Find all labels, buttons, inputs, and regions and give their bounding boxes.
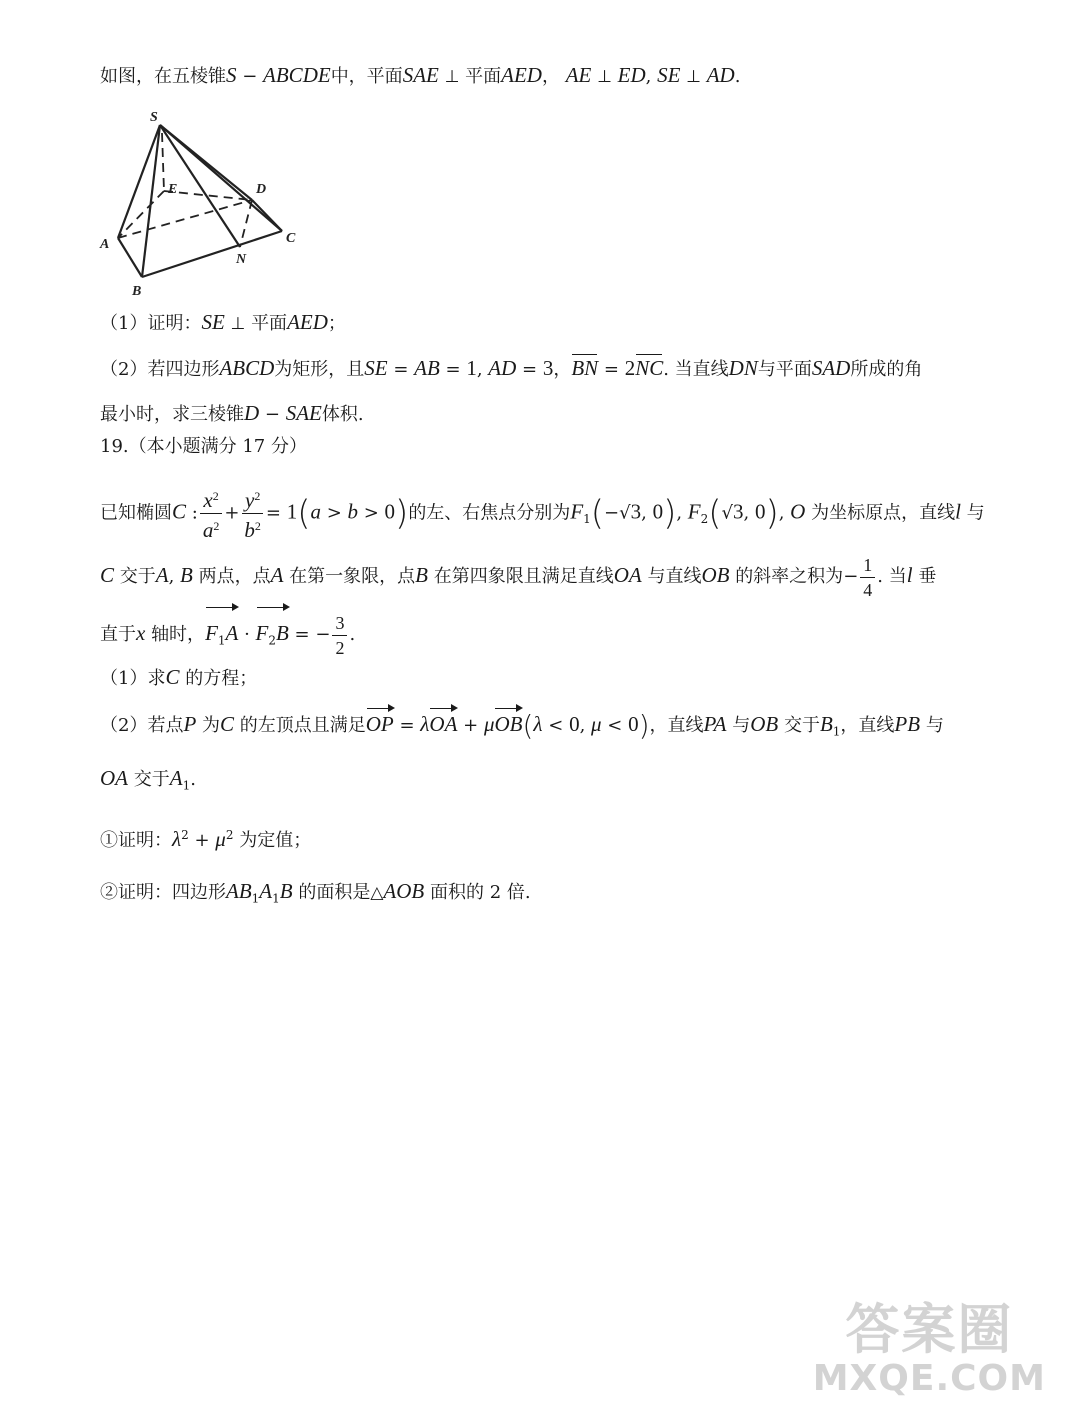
q19-part1: （1）求C 的方程；: [100, 665, 258, 689]
label-A: A: [100, 237, 110, 252]
q19-line1: 已知椭圆C : $\frac{x^2}{a^2}$ + $\frac{y^2}{b^2}$ = 1(a > b > 0)的左、右焦点分别为$F_1(-√3$, 0), $F_2(√3$, 0), O 为坐标原点，直线l 与: [100, 484, 982, 543]
q18-part2: （2）若四边形ABCD为矩形，且SE = AB = 1, AD = 3，BN = 2NC. 当直线DN与平面SAD所成的角: [100, 355, 982, 383]
watermark-logo: 答案圈: [845, 1298, 1014, 1361]
q19-sub2: ②证明：四边形$AB_1A_1B$ 的面积是△AOB 面积的 2 倍.: [100, 879, 531, 906]
q19-line3: 直于x 轴时，$F_1A \cdot F_2B$ = − $\frac{3}{2}$ .: [100, 608, 355, 666]
q18-part1: （1）证明：SE ⊥ 平面AED；: [100, 310, 346, 334]
q19-line2: C 交于A, B 两点，点A 在第一象限，点B 在第四象限且满足直线OA 与直线OB 的斜率之积为− $\frac{1}{4}$ . 当l 垂: [100, 554, 937, 600]
label-E: E: [168, 182, 178, 197]
label-S: S: [150, 110, 158, 125]
label-N: N: [236, 252, 247, 267]
q19-part2: （2）若点P 为C 的左顶点且满足OP = λOA + μOB(λ < 0, μ < 0)，直线PA 与OB 交于$B_1$，直线PB 与: [100, 709, 944, 742]
pyramid-figure: [90, 105, 310, 300]
watermark: [812, 1298, 1046, 1399]
q19-part2-cont: OA 交于$A_1$.: [100, 766, 196, 793]
q18-part2-cont: 最小时，求三棱锥D − SAE体积.: [100, 401, 364, 425]
watermark-url: MXQE.COM: [812, 1358, 1046, 1399]
label-C: C: [286, 231, 296, 246]
q19-title: 19.（本小题满分 17 分）: [100, 436, 307, 457]
q18-intro: 如图，在五棱锥S − ABCDE中，平面SAE ⊥ 平面AED， AE ⊥ ED, SE ⊥ AD.: [100, 63, 741, 87]
q19-sub1: ①证明：$\lambda^2 + \mu^2$ 为定值；: [100, 827, 312, 851]
label-B: B: [132, 284, 142, 299]
label-D: D: [256, 182, 267, 197]
